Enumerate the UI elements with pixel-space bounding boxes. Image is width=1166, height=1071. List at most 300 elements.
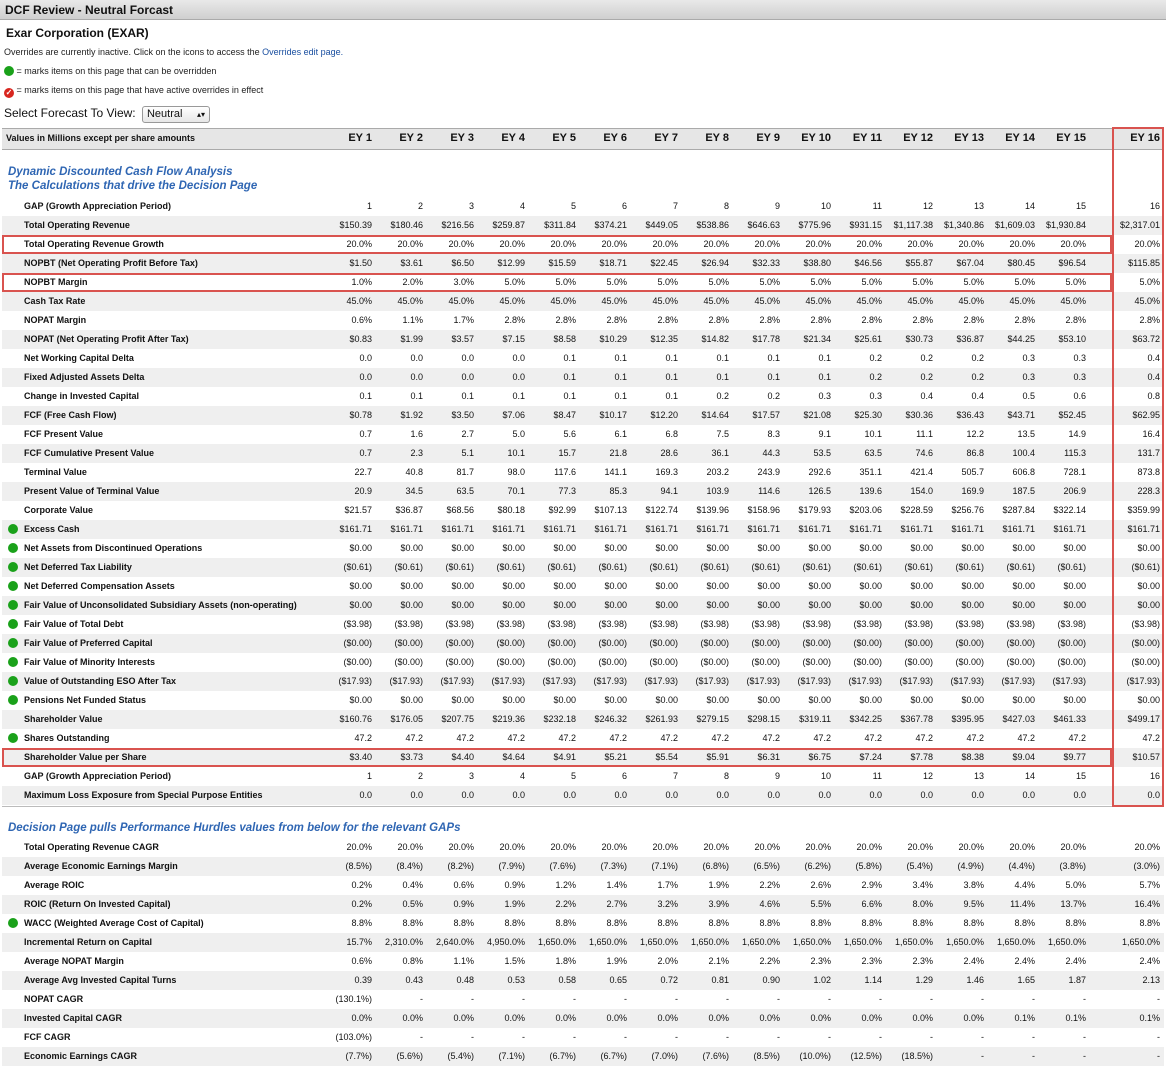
table-cell: $52.45: [1058, 410, 1086, 420]
override-dot-icon[interactable]: [8, 638, 18, 648]
table-row: [2, 330, 1164, 349]
table-cell: 2: [417, 201, 423, 211]
table-row: [2, 615, 1164, 634]
override-dot-icon[interactable]: [8, 524, 18, 534]
table-cell: $161.71: [1127, 524, 1160, 534]
table-cell: $0.00: [859, 543, 882, 553]
table-cell: 45.0%: [703, 296, 729, 306]
table-cell: 20.0%: [703, 842, 729, 852]
override-dot-icon[interactable]: [8, 581, 18, 591]
table-cell: 8.8%: [1014, 918, 1035, 928]
table-cell: 45.0%: [907, 296, 933, 306]
legend-red: [4, 85, 263, 98]
table-cell: 2.3%: [810, 956, 831, 966]
table-cell: (12.5%): [850, 1051, 882, 1061]
table-cell: 6.6%: [861, 899, 882, 909]
table-cell: $176.05: [390, 714, 423, 724]
table-cell: 81.7: [456, 467, 474, 477]
table-header: [2, 128, 1164, 150]
table-cell: $53.10: [1058, 334, 1086, 344]
table-cell: 8.8%: [453, 918, 474, 928]
table-cell: ($17.93): [746, 676, 780, 686]
table-cell: 100.4: [1012, 448, 1035, 458]
table-cell: $7.15: [502, 334, 525, 344]
table-cell: $122.74: [645, 505, 678, 515]
section-title-dcf: [8, 165, 257, 193]
table-cell: 0.0%: [810, 1013, 831, 1023]
table-cell: (18.5%): [901, 1051, 933, 1061]
table-cell: 0.1: [359, 391, 372, 401]
table-cell: (10.0%): [799, 1051, 831, 1061]
table-cell: 0.81: [711, 975, 729, 985]
table-cell: 8.8%: [861, 918, 882, 928]
table-cell: -: [522, 994, 525, 1004]
table-cell: -: [879, 994, 882, 1004]
section-title-line1: Dynamic Discounted Cash Flow Analysis: [8, 166, 233, 178]
table-cell: 0.1: [410, 391, 423, 401]
column-header: EY 15: [1056, 132, 1086, 144]
row-label: Total Operating Revenue Growth: [24, 239, 164, 249]
row-label: Average NOPAT Margin: [24, 956, 124, 966]
table-cell: 2.8%: [810, 315, 831, 325]
row-label: Net Assets from Discontinued Operations: [24, 543, 203, 553]
table-cell: $12.35: [650, 334, 678, 344]
table-cell: ($17.93): [1126, 676, 1160, 686]
table-cell: 2: [417, 771, 423, 781]
table-cell: 44.3: [762, 448, 780, 458]
table-cell: 63.5: [456, 486, 474, 496]
table-cell: 16.4: [1142, 429, 1160, 439]
table-cell: 3.8%: [963, 880, 984, 890]
row-label: Average Economic Earnings Margin: [24, 861, 178, 871]
table-cell: 1,650.0%: [792, 937, 831, 947]
override-dot-icon[interactable]: [8, 733, 18, 743]
table-cell: ($3.98): [802, 619, 831, 629]
row-label: Average Avg Invested Capital Turns: [24, 975, 177, 985]
table-cell: 1: [366, 201, 372, 211]
table-cell: $0.00: [1137, 600, 1160, 610]
table-cell: 36.1: [711, 448, 729, 458]
table-cell: 0.0: [1022, 790, 1035, 800]
table-cell: 5: [570, 201, 576, 211]
table-cell: 20.0%: [958, 842, 984, 852]
table-cell: 1.1%: [402, 315, 423, 325]
row-label: Cash Tax Rate: [24, 296, 86, 306]
table-cell: 131.7: [1137, 448, 1160, 458]
table-cell: $22.45: [650, 258, 678, 268]
table-cell: 0.1: [512, 391, 525, 401]
table-cell: 2.2%: [759, 956, 780, 966]
window-title: DCF Review - Neutral Forcast: [5, 3, 174, 17]
table-cell: 40.8: [405, 467, 423, 477]
table-cell: 0.2%: [351, 899, 372, 909]
row-label: Incremental Return on Capital: [24, 937, 153, 947]
table-cell: 20.0%: [1060, 842, 1086, 852]
table-cell: 2.2%: [759, 880, 780, 890]
table-cell: $8.47: [553, 410, 576, 420]
table-cell: $0.00: [706, 581, 729, 591]
table-cell: $0.00: [706, 543, 729, 553]
table-cell: $0.00: [1012, 543, 1035, 553]
table-cell: $0.00: [910, 581, 933, 591]
table-cell: 12: [922, 771, 933, 781]
table-cell: $36.87: [956, 334, 984, 344]
override-dot-icon[interactable]: [8, 562, 18, 572]
table-cell: 9: [774, 771, 780, 781]
row-label: NOPAT Margin: [24, 315, 87, 325]
table-row: [2, 952, 1164, 971]
table-cell: ($3.98): [904, 619, 933, 629]
table-cell: 0.9%: [453, 899, 474, 909]
table-cell: $0.00: [604, 600, 627, 610]
table-cell: $0.00: [961, 695, 984, 705]
table-cell: 7: [672, 201, 678, 211]
table-cell: (8.2%): [447, 861, 474, 871]
table-cell: $0.00: [961, 543, 984, 553]
table-cell: $161.71: [747, 524, 780, 534]
table-cell: $0.00: [1137, 543, 1160, 553]
table-cell: 3: [468, 771, 474, 781]
table-cell: 15: [1075, 771, 1086, 781]
table-cell: 2.4%: [1014, 956, 1035, 966]
table-cell: $1.99: [400, 334, 423, 344]
table-cell: 0.3: [869, 391, 882, 401]
table-cell: 98.0: [507, 467, 525, 477]
table-cell: 0.65: [609, 975, 627, 985]
table-cell: 0.0%: [504, 1013, 525, 1023]
table-row: [2, 838, 1164, 857]
table-cell: 2.8%: [963, 315, 984, 325]
table-cell: 8.8%: [1139, 918, 1160, 928]
table-cell: $161.71: [951, 524, 984, 534]
row-label: Net Working Capital Delta: [24, 353, 134, 363]
table-cell: ($0.61): [1131, 562, 1160, 572]
table-cell: 1.7%: [657, 880, 678, 890]
row-label: Corporate Value: [24, 505, 94, 515]
table-cell: 20.0%: [601, 842, 627, 852]
table-cell: 1,650.0%: [1047, 937, 1086, 947]
table-cell: 2.8%: [1014, 315, 1035, 325]
table-cell: 20.0%: [499, 239, 525, 249]
table-cell: 20.0%: [601, 239, 627, 249]
table-cell: 5.0: [512, 429, 525, 439]
table-row: [2, 463, 1164, 482]
table-cell: (6.2%): [804, 861, 831, 871]
table-cell: -: [777, 994, 780, 1004]
table-cell: 0.8: [1147, 391, 1160, 401]
table-cell: 20.0%: [652, 239, 678, 249]
table-cell: 5: [570, 771, 576, 781]
table-cell: ($0.00): [547, 638, 576, 648]
table-row: [2, 895, 1164, 914]
table-cell: 6: [621, 771, 627, 781]
table-row: [2, 971, 1164, 990]
override-dot-icon[interactable]: [8, 695, 18, 705]
table-cell: $0.00: [1137, 581, 1160, 591]
table-cell: $4.91: [553, 752, 576, 762]
table-cell: $3.61: [400, 258, 423, 268]
table-cell: 0.1: [614, 391, 627, 401]
table-cell: 3.4%: [912, 880, 933, 890]
row-label: Value of Outstanding ESO After Tax: [24, 676, 177, 686]
table-cell: 9.1: [818, 429, 831, 439]
table-cell: 1,650.0%: [741, 937, 780, 947]
table-cell: 2.8%: [606, 315, 627, 325]
table-cell: $17.57: [752, 410, 780, 420]
table-cell: 0.6%: [453, 880, 474, 890]
table-cell: $179.93: [798, 505, 831, 515]
table-row: [2, 273, 1164, 292]
table-cell: (6.7%): [600, 1051, 627, 1061]
override-dot-icon[interactable]: [8, 657, 18, 667]
table-cell: 45.0%: [856, 296, 882, 306]
table-cell: 0.4: [920, 391, 933, 401]
overrides-edit-link[interactable]: Overrides edit page.: [262, 47, 344, 57]
table-cell: 0.1: [665, 353, 678, 363]
table-cell: 0.0: [410, 372, 423, 382]
table-cell: ($3.98): [649, 619, 678, 629]
table-cell: 8.8%: [708, 918, 729, 928]
table-cell: 1,650.0%: [945, 937, 984, 947]
table-cell: 2.3%: [912, 956, 933, 966]
table-cell: (103.0%): [335, 1032, 372, 1042]
table-cell: 13.5: [1017, 429, 1035, 439]
table-cell: 0.1: [665, 391, 678, 401]
table-cell: (6.5%): [753, 861, 780, 871]
table-cell: ($3.98): [700, 619, 729, 629]
row-label: Fair Value of Total Debt: [24, 619, 124, 629]
table-cell: (6.7%): [549, 1051, 576, 1061]
table-cell: ($17.93): [389, 676, 423, 686]
table-cell: 20.0%: [856, 239, 882, 249]
table-cell: 45.0%: [1009, 296, 1035, 306]
column-header: EY 16: [1130, 132, 1160, 144]
column-header: EY 8: [705, 132, 729, 144]
table-cell: 0.1: [563, 353, 576, 363]
table-cell: $36.87: [395, 505, 423, 515]
table-cell: 20.0%: [1134, 239, 1160, 249]
table-cell: 47.2: [354, 733, 372, 743]
table-cell: -: [930, 994, 933, 1004]
table-cell: 0.53: [507, 975, 525, 985]
table-cell: $0.00: [859, 581, 882, 591]
table-cell: 94.1: [660, 486, 678, 496]
table-cell: $30.73: [905, 334, 933, 344]
table-cell: (7.7%): [345, 1051, 372, 1061]
table-cell: (5.4%): [447, 1051, 474, 1061]
table-row: [2, 539, 1164, 558]
table-cell: (8.4%): [396, 861, 423, 871]
table-cell: 3: [468, 201, 474, 211]
table-cell: $5.91: [706, 752, 729, 762]
table-cell: $15.59: [548, 258, 576, 268]
table-cell: -: [981, 1051, 984, 1061]
table-cell: (5.6%): [396, 1051, 423, 1061]
table-cell: 7: [672, 771, 678, 781]
table-cell: 47.2: [813, 733, 831, 743]
table-cell: 12.2: [966, 429, 984, 439]
table-cell: $9.77: [1063, 752, 1086, 762]
table-cell: $0.00: [451, 600, 474, 610]
table-cell: 5.6: [563, 429, 576, 439]
table-cell: 5.0%: [1065, 277, 1086, 287]
table-cell: -: [522, 1032, 525, 1042]
table-cell: 728.1: [1063, 467, 1086, 477]
table-cell: 20.0%: [754, 842, 780, 852]
table-cell: $0.00: [655, 581, 678, 591]
table-cell: $0.83: [349, 334, 372, 344]
table-cell: $26.94: [701, 258, 729, 268]
table-cell: $0.00: [859, 695, 882, 705]
table-cell: 2.8%: [1065, 315, 1086, 325]
table-cell: $499.17: [1127, 714, 1160, 724]
table-cell: 15.7: [558, 448, 576, 458]
table-cell: 85.3: [609, 486, 627, 496]
table-cell: 14.9: [1068, 429, 1086, 439]
override-dot-icon[interactable]: [8, 676, 18, 686]
table-cell: 154.0: [910, 486, 933, 496]
table-cell: 45.0%: [601, 296, 627, 306]
override-dot-icon[interactable]: [8, 619, 18, 629]
table-row: [2, 558, 1164, 577]
table-cell: 243.9: [757, 467, 780, 477]
table-cell: ($17.93): [644, 676, 678, 686]
table-cell: (7.0%): [651, 1051, 678, 1061]
table-cell: ($0.61): [343, 562, 372, 572]
table-cell: 4,950.0%: [486, 937, 525, 947]
table-cell: $44.25: [1007, 334, 1035, 344]
table-cell: $8.38: [961, 752, 984, 762]
table-row: [2, 933, 1164, 952]
table-cell: $161.71: [849, 524, 882, 534]
row-label: Terminal Value: [24, 467, 87, 477]
table-cell: $0.00: [757, 695, 780, 705]
table-cell: 47.2: [609, 733, 627, 743]
table-cell: $0.00: [655, 695, 678, 705]
table-cell: 14: [1024, 201, 1035, 211]
table-cell: 103.9: [706, 486, 729, 496]
table-cell: -: [573, 994, 576, 1004]
table-cell: ($0.00): [751, 638, 780, 648]
table-cell: 10.1: [864, 429, 882, 439]
override-dot-icon[interactable]: [8, 918, 18, 928]
table-cell: -: [1157, 1051, 1160, 1061]
table-cell: 2.3%: [861, 956, 882, 966]
table-cell: ($17.93): [695, 676, 729, 686]
table-cell: $0.00: [553, 543, 576, 553]
table-cell: 11: [872, 201, 882, 211]
table-cell: ($17.93): [848, 676, 882, 686]
table-cell: 20.0%: [703, 239, 729, 249]
table-cell: 0.3: [818, 391, 831, 401]
table-cell: 0.2%: [351, 880, 372, 890]
table-cell: $14.64: [701, 410, 729, 420]
table-cell: ($3.98): [1006, 619, 1035, 629]
table-cell: 0.0%: [861, 1013, 882, 1023]
table-cell: $161.71: [696, 524, 729, 534]
forecast-select[interactable]: [142, 106, 210, 123]
table-cell: -: [420, 994, 423, 1004]
table-cell: ($3.98): [343, 619, 372, 629]
table-cell: 2.4%: [1139, 956, 1160, 966]
table-cell: 0.1%: [1014, 1013, 1035, 1023]
table-cell: 1.1%: [453, 956, 474, 966]
table-cell: ($3.98): [547, 619, 576, 629]
table-cell: -: [1083, 1032, 1086, 1042]
table-cell: $36.43: [956, 410, 984, 420]
table-cell: 1.6: [410, 429, 423, 439]
table-cell: -: [471, 994, 474, 1004]
table-cell: 21.8: [609, 448, 627, 458]
table-cell: 9: [774, 201, 780, 211]
table-cell: 5.0%: [657, 277, 678, 287]
table-cell: ($0.00): [649, 638, 678, 648]
table-row: [2, 444, 1164, 463]
table-cell: $0.00: [961, 600, 984, 610]
table-cell: ($3.98): [1057, 619, 1086, 629]
forecast-selector: [4, 106, 210, 123]
table-cell: 1.87: [1068, 975, 1086, 985]
column-header: EY 4: [501, 132, 525, 144]
table-cell: 8.8%: [759, 918, 780, 928]
table-cell: 117.6: [554, 467, 576, 477]
table-cell: (4.4%): [1008, 861, 1035, 871]
table-cell: ($0.00): [394, 638, 423, 648]
table-cell: (7.1%): [651, 861, 678, 871]
table-cell: -: [1157, 994, 1160, 1004]
table-cell: $931.15: [849, 220, 882, 230]
table-cell: ($0.00): [1057, 638, 1086, 648]
table-cell: $0.00: [400, 695, 423, 705]
company-name: Exar Corporation (EXAR): [6, 26, 149, 40]
table-cell: 13: [973, 771, 984, 781]
table-cell: -: [828, 994, 831, 1004]
table-cell: 1.7%: [453, 315, 474, 325]
table-cell: $7.24: [859, 752, 882, 762]
column-header: EY 3: [450, 132, 474, 144]
table-cell: 5.0%: [912, 277, 933, 287]
table-cell: $1,117.38: [893, 220, 933, 230]
table-cell: $646.63: [747, 220, 780, 230]
table-cell: 169.3: [655, 467, 678, 477]
table-cell: 0.0: [410, 353, 423, 363]
table-cell: ($0.00): [598, 638, 627, 648]
table-cell: 15: [1075, 201, 1086, 211]
table-row: [2, 501, 1164, 520]
table-cell: 0.0%: [759, 1013, 780, 1023]
table-cell: ($0.00): [802, 657, 831, 667]
table-cell: 2.7: [461, 429, 474, 439]
table-cell: (7.6%): [549, 861, 576, 871]
table-cell: -: [777, 1032, 780, 1042]
table-cell: ($17.93): [950, 676, 984, 686]
table-cell: $3.50: [451, 410, 474, 420]
table-cell: ($3.98): [445, 619, 474, 629]
table-cell: 0.1: [818, 353, 831, 363]
table-cell: $115.85: [1128, 258, 1160, 268]
table-cell: 0.0: [665, 790, 678, 800]
table-cell: 2.1%: [708, 956, 729, 966]
table-cell: ($0.00): [445, 638, 474, 648]
override-dot-icon[interactable]: [8, 543, 18, 553]
table-cell: ($0.61): [802, 562, 831, 572]
table-cell: -: [1083, 994, 1086, 1004]
table-cell: $10.17: [599, 410, 627, 420]
override-dot-icon[interactable]: [8, 600, 18, 610]
table-cell: ($0.00): [1006, 657, 1035, 667]
table-cell: 1,650.0%: [843, 937, 882, 947]
table-cell: $0.00: [757, 581, 780, 591]
